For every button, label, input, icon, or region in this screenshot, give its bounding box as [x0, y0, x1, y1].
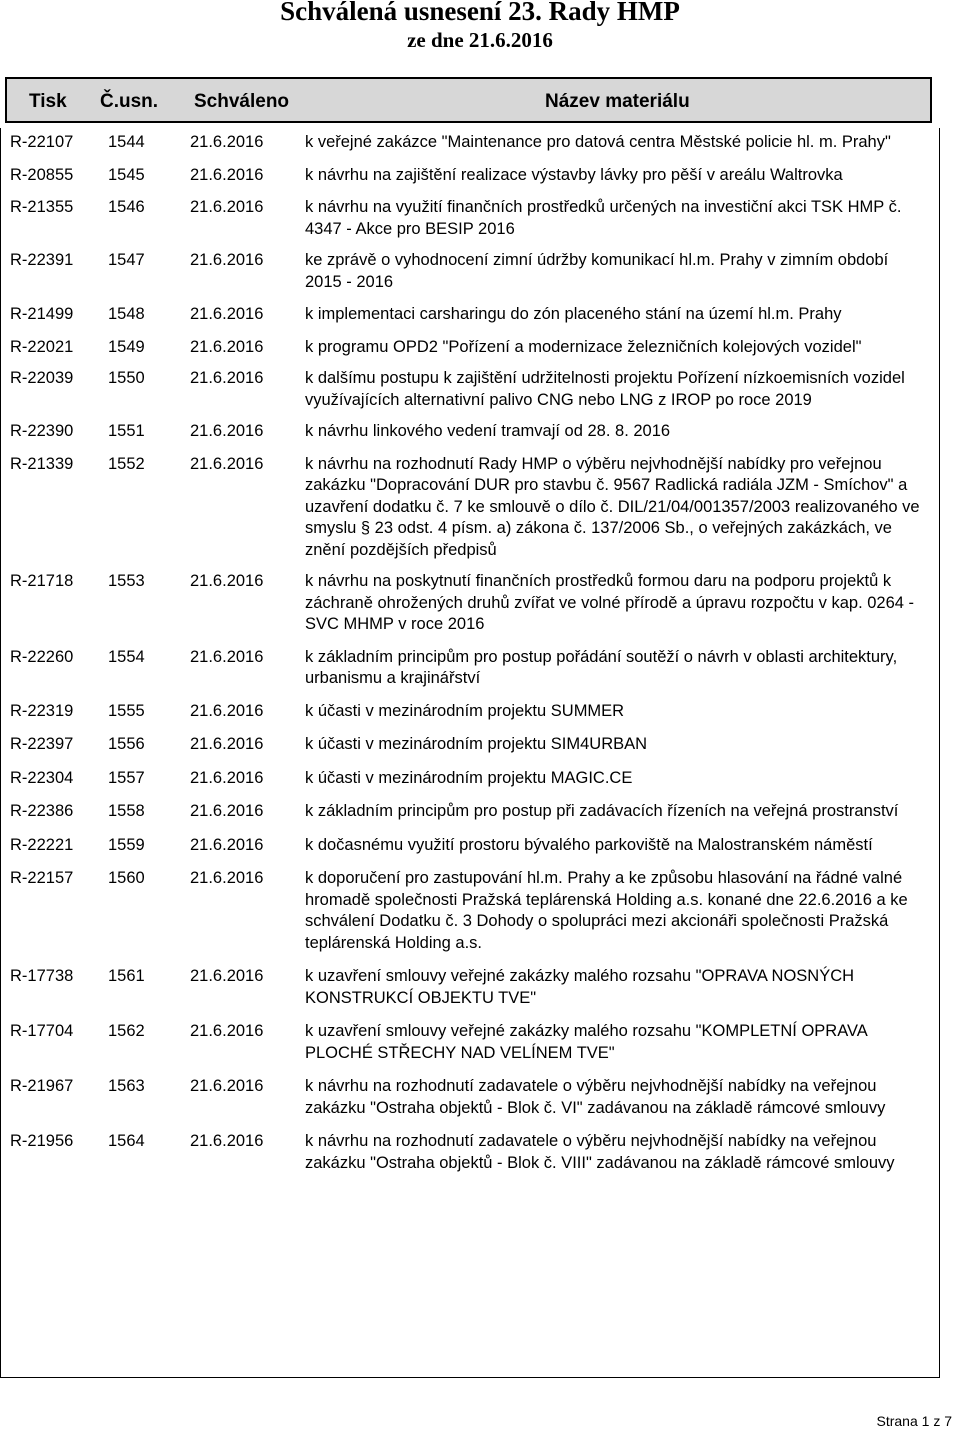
header-schvaleno: Schváleno — [194, 91, 290, 112]
row-tisk: R-21718 — [10, 572, 74, 590]
row-nazev: k dalšímu postupu k zajištění udržitelnosti projektu Pořízení nízkoemisních vozidel využívajících alternativní palivo CNG nebo LNG z IROP po roce 2019 — [305, 369, 905, 409]
row-date: 21.6.2016 — [190, 251, 264, 269]
table-row — [1, 1127, 939, 1181]
row-nazev: k návrhu na rozhodnutí Rady HMP o výběru nejvhodnější nabídky pro veřejnou zakázku "Dopracování DUR pro stavbu č. 9567 Radlická radiála JZM - Smíchov" a uzavření dodatku č. 7 ke smlouvě o dílo č. DIL/21/04/001357/2003 realizovaného ve smyslu § 23 odst. 4 písm. a) zákona č. 137/2006 Sb., o veřejných zakázkách, ve znění pozdějších předpisů — [305, 454, 920, 559]
row-date: 21.6.2016 — [190, 835, 264, 854]
table-row — [1, 128, 939, 161]
row-tisk: R-21499 — [10, 305, 74, 323]
row-cusn: 1549 — [108, 337, 145, 356]
row-nazev: k návrhu na rozhodnutí zadavatele o výběru nejvhodnější nabídky na veřejnou zakázku "Ostraha objektů - Blok č. VI" zadávanou na základě rámcové smlouvy — [305, 1077, 886, 1117]
row-date: 21.6.2016 — [190, 768, 264, 787]
row-tisk: R-22260 — [10, 647, 74, 666]
row-date: 21.6.2016 — [190, 802, 264, 820]
row-date: 21.6.2016 — [190, 422, 264, 440]
row-date: 21.6.2016 — [190, 454, 264, 473]
row-nazev: k základním principům pro postup pořádání soutěží o návrh v oblasti architektury, urbanismu a krajinářství — [305, 647, 898, 687]
row-tisk: R-22157 — [10, 869, 74, 887]
row-date: 21.6.2016 — [190, 1077, 264, 1095]
table-header — [5, 77, 932, 123]
row-date: 21.6.2016 — [190, 305, 264, 323]
row-nazev: k dočasnému využití prostoru bývalého parkoviště na Malostranském náměstí — [305, 835, 873, 854]
table-row — [1, 364, 939, 417]
row-cusn: 1563 — [108, 1077, 145, 1095]
row-tisk: R-22319 — [10, 701, 74, 720]
row-nazev: k účasti v mezinárodním projektu MAGIC.CE — [305, 768, 633, 787]
table-row — [1, 417, 939, 450]
row-cusn: 1558 — [108, 802, 145, 820]
row-nazev: k doporučení pro zastupování hl.m. Prahy a ke způsobu hlasování na řádné valné hromadě společnosti Pražská teplárenská Holding a.s. konané dne 22.6.2016 a ke schválení Dodatku č. 3 Dohody o spolupráci mezi akcionáři společnosti Pražská teplárenská Holding a.s. — [305, 869, 908, 952]
row-nazev: k uzavření smlouvy veřejné zakázky malého rozsahu "OPRAVA NOSNÝCH KONSTRUKCÍ OBJEKTU TVE" — [305, 967, 855, 1007]
row-cusn: 1552 — [108, 454, 145, 473]
row-tisk: R-17738 — [10, 967, 74, 985]
header-cusn: Č.usn. — [100, 91, 159, 112]
row-cusn: 1545 — [108, 165, 145, 184]
table-row — [1, 450, 939, 568]
row-date: 21.6.2016 — [190, 869, 264, 887]
row-cusn: 1553 — [108, 572, 145, 590]
row-date: 21.6.2016 — [190, 337, 264, 356]
row-date: 21.6.2016 — [190, 701, 264, 720]
table-row — [1, 161, 939, 194]
row-cusn: 1550 — [108, 369, 145, 387]
table-row — [1, 764, 939, 798]
row-tisk: R-22386 — [10, 802, 74, 820]
row-cusn: 1547 — [108, 251, 145, 269]
table-row — [1, 1072, 939, 1127]
row-tisk: R-22021 — [10, 337, 74, 356]
row-nazev: k návrhu na rozhodnutí zadavatele o výběru nejvhodnější nabídky na veřejnou zakázku "Ostraha objektů - Blok č. VIII" zadávanou na základě rámcové smlouvy — [305, 1132, 895, 1172]
table-row — [1, 864, 939, 962]
table-row — [1, 246, 939, 300]
table-row — [1, 831, 939, 865]
row-tisk: R-20855 — [10, 165, 74, 184]
row-tisk: R-17704 — [10, 1022, 74, 1040]
row-cusn: 1551 — [108, 422, 145, 440]
row-date: 21.6.2016 — [190, 369, 264, 387]
header-nazev: Název materiálu — [545, 91, 690, 112]
row-tisk: R-22304 — [10, 768, 74, 787]
row-nazev: k účasti v mezinárodním projektu SUMMER — [305, 701, 625, 720]
row-tisk: R-22107 — [10, 133, 74, 151]
row-tisk: R-22391 — [10, 251, 74, 269]
row-cusn: 1546 — [108, 198, 145, 216]
page-number: Strana 1 z 7 — [876, 1413, 952, 1429]
row-nazev: k implementaci carsharingu do zón placeného stání na území hl.m. Prahy — [305, 305, 842, 323]
row-tisk: R-21956 — [10, 1132, 74, 1150]
document-subtitle: ze dne 21.6.2016 — [407, 28, 553, 52]
row-cusn: 1564 — [108, 1132, 145, 1150]
row-nazev: k návrhu na poskytnutí finančních prostředků formou daru na podporu projektů k záchraně ohrožených druhů zvířat ve volné přírodě a úpravu rozpočtu v kap. 0264 - SVC MHMP v roce 2016 — [305, 572, 915, 633]
row-nazev: k uzavření smlouvy veřejné zakázky malého rozsahu "KOMPLETNÍ OPRAVA PLOCHÉ STŘECHY NAD VELÍNEM TVE" — [305, 1022, 867, 1062]
row-tisk: R-21967 — [10, 1077, 74, 1095]
row-cusn: 1555 — [108, 701, 145, 720]
row-nazev: k návrhu na využití finančních prostředků určených na investiční akci TSK HMP č. 4347 - Akce pro BESIP 2016 — [305, 198, 902, 238]
table-row — [1, 697, 939, 731]
row-nazev: k návrhu na zajištění realizace výstavby lávky pro pěší v areálu Waltrovka — [305, 165, 843, 184]
row-nazev: k účasti v mezinárodním projektu SIM4URBAN — [305, 735, 648, 753]
row-cusn: 1560 — [108, 869, 145, 887]
row-tisk: R-22390 — [10, 422, 74, 440]
table-row — [1, 643, 939, 697]
table-row — [1, 962, 939, 1017]
table-row — [1, 797, 939, 831]
row-cusn: 1548 — [108, 305, 145, 323]
table-row — [1, 567, 939, 643]
row-cusn: 1559 — [108, 835, 145, 854]
row-tisk: R-22221 — [10, 835, 74, 854]
table-row — [1, 730, 939, 764]
row-nazev: k programu OPD2 "Pořízení a modernizace železničních kolejových vozidel" — [305, 337, 862, 356]
row-date: 21.6.2016 — [190, 572, 264, 590]
row-date: 21.6.2016 — [190, 647, 264, 666]
row-nazev: ke zprávě o vyhodnocení zimní údržby komunikací hl.m. Prahy v zimním období 2015 - 2016 — [305, 251, 889, 291]
row-nazev: k návrhu linkového vedení tramvají od 28. 8. 2016 — [305, 422, 671, 440]
row-cusn: 1544 — [108, 133, 145, 151]
table-row — [1, 1017, 939, 1072]
row-cusn: 1554 — [108, 647, 145, 666]
row-date: 21.6.2016 — [190, 198, 264, 216]
row-tisk: R-22039 — [10, 369, 74, 387]
table-row — [1, 300, 939, 333]
table-row — [1, 193, 939, 246]
row-cusn: 1562 — [108, 1022, 145, 1040]
row-nazev: k základním principům pro postup při zadávacích řízeních na veřejná prostranství — [305, 802, 899, 820]
row-tisk: R-22397 — [10, 735, 74, 753]
row-cusn: 1561 — [108, 967, 145, 985]
row-cusn: 1557 — [108, 768, 145, 787]
document-title: Schválená usnesení 23. Rady HMP — [280, 0, 680, 26]
row-date: 21.6.2016 — [190, 1132, 264, 1150]
resolutions-table — [0, 128, 940, 1378]
header-tisk: Tisk — [29, 91, 67, 112]
row-date: 21.6.2016 — [190, 1022, 264, 1040]
row-date: 21.6.2016 — [190, 735, 264, 753]
row-date: 21.6.2016 — [190, 133, 264, 151]
row-tisk: R-21339 — [10, 454, 74, 473]
row-date: 21.6.2016 — [190, 967, 264, 985]
row-cusn: 1556 — [108, 735, 145, 753]
row-nazev: k veřejné zakázce "Maintenance pro datová centra Městské policie hl. m. Prahy" — [305, 133, 891, 151]
row-date: 21.6.2016 — [190, 165, 264, 184]
table-row — [1, 333, 939, 365]
row-tisk: R-21355 — [10, 198, 74, 216]
